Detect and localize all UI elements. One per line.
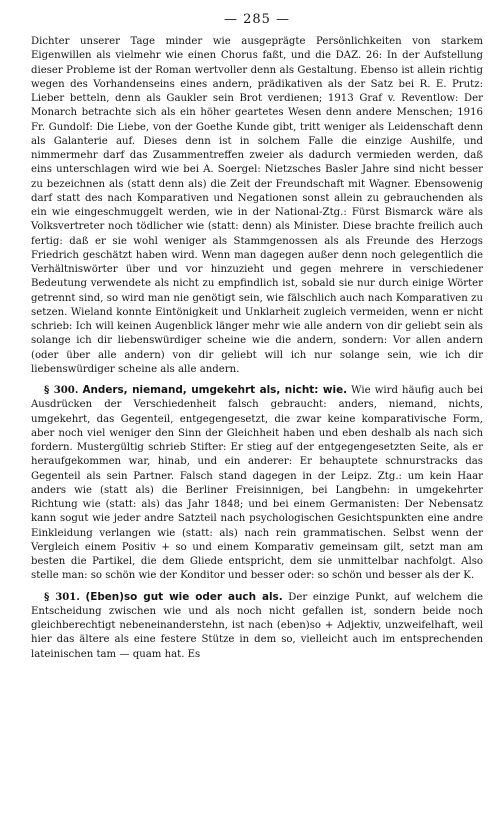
paragraph-text: Wie wird häufig auch bei Ausdrücken der Verschiedenheit falsch gebraucht: anders, niemand, nichts, umgekehrt, das Gegenteil, entgegengesetzt, die zwar keine komparativische Form, aber noch viel weniger den Sinn der Gleichheit haben und eben deshalb als nach sich fordern. Mustergültig schrieb Stifter: Er stieg auf der entgegengesetzten Seite, als er heraufgekommen war, hinab, und ein anderer: Er behauptete schnurstracks das Gegenteil als sein Partner. Falsch stand dagegen in der Leipz. Ztg.: um kein Haar anders wie (statt als) die Berliner Freisinnigen, bei Langbehn: in umgekehrter Richtung wie (statt: als) das Jahr 1848; und bei einem Germanisten: Der Nebensatz kann sogut wie jeder andre Satzteil nach psychologischen Gesichtspunkten eine andre Einkleidung verlangen wie (statt: als) nach rein grammatischen. Selbst wenn der Vergleich einem Positiv + so und einem Komparativ gemeinsam gilt, setzt man am besten die Partikel, die dem Gliede entspricht, dem sie unmittelbar nachfolgt. Also stelle man: so schön wie der Konditor und besser oder: so schön und besser als der K. <box>31 385 483 582</box>
paragraph-section-300 <box>31 383 483 584</box>
section-title: Anders, niemand, umgekehrt als, nicht: wie. <box>82 384 348 396</box>
paragraph-section-301 <box>31 590 483 662</box>
paragraph-text: Dichter unserer Tage minder wie ausgeprägte Persönlichkeiten von starkem Eigenwillen als vielmehr wie einen Chorus faßt, und die DAZ. 26: In der Aufstellung dieser Probleme ist der Roman wertvoller denn als Gestaltung. Ebenso ist allein richtig wegen des Vorhandenseins eines andern, prädikativen als der Satz bei R. E. Prutz: Lieber betteln, denn als Gaukler sein Brot verdienen; 1913 Graf v. Reventlow: Der Monarch betrachte sich als ein höher geartetes Wesen denn andere Menschen; 1916 Fr. Gundolf: Die Liebe, von der Goethe Kunde gibt, tritt weniger als Leidenschaft denn als Galanterie auf. Dieses denn ist in solchem Falle die einzige Aushilfe, und nimmermehr darf das Zusammentreffen zweier als dadurch vermieden werden, daß eins unterschlagen wird wie bei A. Soergel: Nietzsches Basler Jahre sind nicht besser zu bezeichnen als (statt denn als) die Zeit der Freundschaft mit Wagner. Ebensowenig darf statt des nach Komparativen und Negationen sonst allein zu gebrauchenden als ein wie eingeschmuggelt werden, wie in der National-Ztg.: Fürst Bismarck wäre als Volksvertreter noch tödlicher wie (statt: denn) als Minister. Diese brachte freilich auch fertig: daß er sie wohl weniger als Stammgenossen als als Freunde des Herzogs Friedrich geschätzt haben wird. Wenn man dagegen außer denn noch gelegentlich die Verhältniswörter über und vor hinzuzieht und gegen mehrere in verschiedener Bedeutung verwendete als nicht zu empfindlich ist, sobald sie nur durch einige Wörter getrennt sind, so wird man nie genötigt sein, wie fälschlich auch nach Komparativen zu setzen. Wieland konnte Eintönigkeit und Unklarheit zugleich vermeiden, wenn er nicht schrieb: Ich will keinen Augenblick länger mehr wie alle andern von dir geliebt sein als solange ich dir liebenswürdiger scheine wie die andern, sondern: Vor allen andern (oder über alle andern) von dir geliebt will ich nur solange sein, wie ich dir liebenswürdiger scheine als alle andern. <box>31 36 483 375</box>
section-number: § 300. <box>44 384 79 396</box>
section-number: § 301. <box>44 590 80 603</box>
paragraph-text: Der einzige Punkt, auf welchem die Entscheidung zwischen wie und als noch nicht gefallen ist, sondern beide noch gleichberechtigt nebeneinanderstehn, ist nach (eben)so + Adjektiv, unzweifelhaft, weil hier das ältere als eine festere Stütze in dem so, vielleicht auch im entsprechenden lateinischen tam — quam hat. Es <box>31 591 484 660</box>
section-title: (Eben)so gut wie oder auch als. <box>85 590 283 603</box>
paragraph-continued <box>31 35 483 377</box>
page-number: — 285 — <box>223 12 291 27</box>
